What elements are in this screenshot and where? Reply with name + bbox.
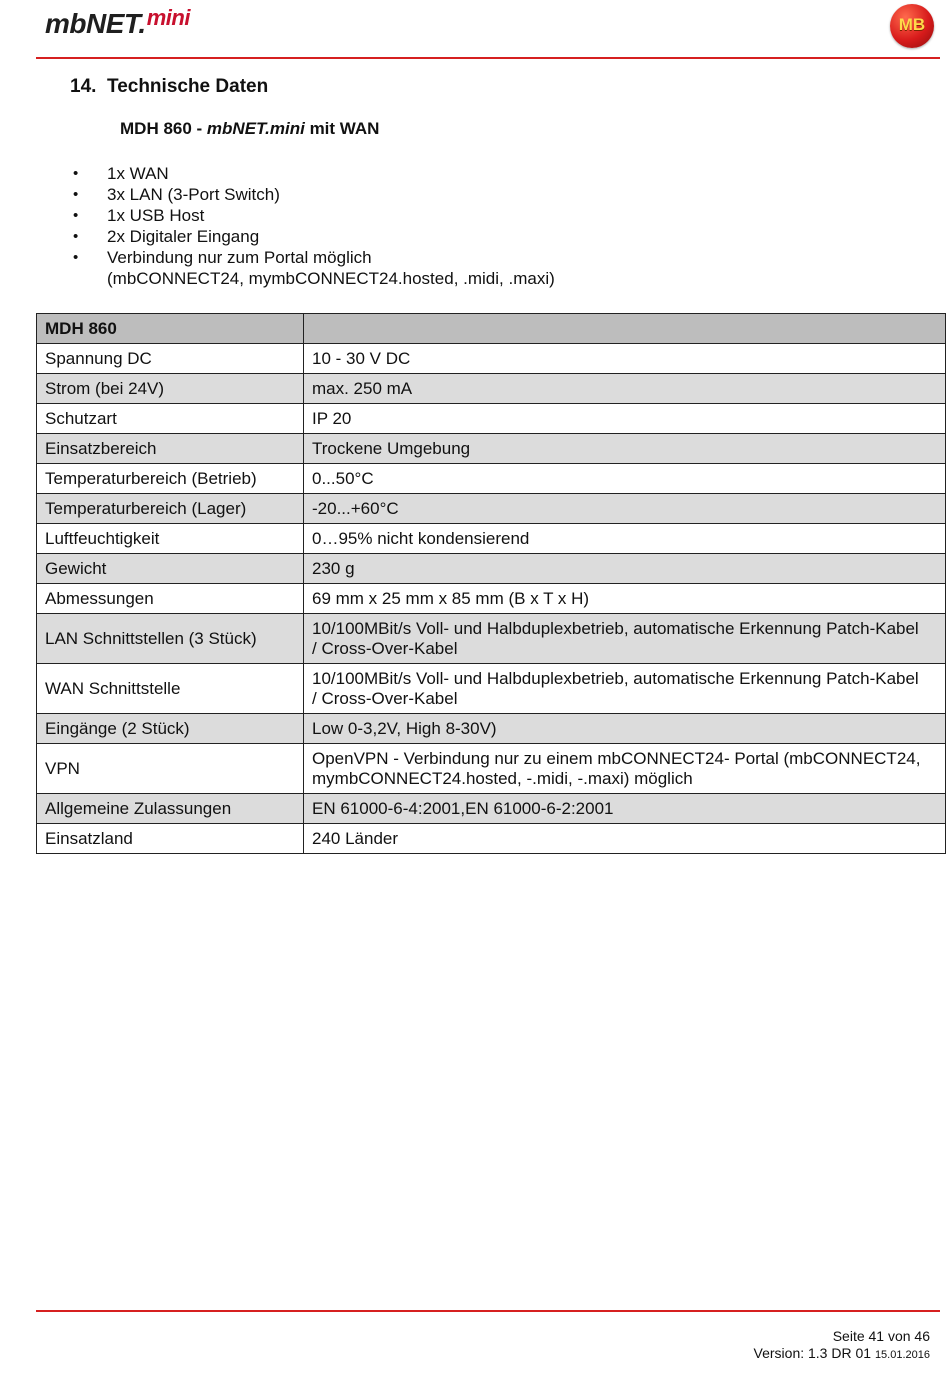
section-number: 14. [70,76,97,97]
badge-text: MB [898,15,926,34]
table-row [37,714,946,744]
logo-main-text: mbNET. [45,8,146,39]
feature-item-line1: Verbindung nur zum Portal möglich [107,248,372,267]
spec-table [36,313,946,854]
row-value-line1: 10/100MBit/s Voll- und Halbduplexbetrieb, automatische Erkennung Patch-Kabel [312,618,919,638]
row-label: Allgemeine Zulassungen [37,794,304,824]
logo-suffix-text: mini [146,5,190,30]
table-row [37,824,946,854]
table-row [37,494,946,524]
footer-divider [36,1310,940,1312]
table-row [37,744,946,794]
version-text: Version: 1.3 DR 01 [753,1345,872,1361]
row-value: 230 g [304,554,946,584]
row-value: max. 250 mA [304,374,946,404]
subtitle-product: mbNET.mini [206,119,305,138]
section-heading [70,76,268,98]
table-row [37,664,946,714]
row-label: Gewicht [37,554,304,584]
row-value-line2: mymbCONNECT24.hosted, -.midi, -.maxi) möglich [312,768,693,788]
row-label: Eingänge (2 Stück) [37,714,304,744]
mb-badge-logo [890,4,934,48]
row-value: 69 mm x 25 mm x 85 mm (B x T x H) [304,584,946,614]
subtitle-prefix: MDH 860 - [120,119,207,138]
row-label: VPN [37,744,304,794]
row-label: Temperaturbereich (Lager) [37,494,304,524]
page-number: Seite 41 von 46 [832,1328,930,1344]
row-value: EN 61000-6-4:2001,EN 61000-6-2:2001 [304,794,946,824]
row-value-line1: 10/100MBit/s Voll- und Halbduplexbetrieb, automatische Erkennung Patch-Kabel [312,668,919,688]
row-label: Einsatzbereich [37,434,304,464]
table-row [37,794,946,824]
row-value: Trockene Umgebung [304,434,946,464]
header-divider [36,57,940,59]
table-row [37,434,946,464]
row-value: 240 Länder [304,824,946,854]
row-value [304,744,946,794]
row-value [304,664,946,714]
version-date: 15.01.2016 [874,1349,930,1361]
row-value-line1: OpenVPN - Verbindung nur zu einem mbCONNECT24- Portal (mbCONNECT24, [312,748,921,768]
feature-item: • 1x USB Host [70,205,555,226]
row-value: 0...50°C [304,464,946,494]
product-subtitle [120,119,379,139]
table-row [37,554,946,584]
row-label: Strom (bei 24V) [37,374,304,404]
table-row [37,584,946,614]
row-label: Luftfeuchtigkeit [37,524,304,554]
row-label: Schutzart [37,404,304,434]
table-row [37,464,946,494]
version-line [754,1345,930,1364]
row-value-line2: / Cross-Over-Kabel [312,688,458,708]
feature-item: • 3x LAN (3-Port Switch) [70,184,555,205]
page-footer [754,1328,930,1364]
row-label: Temperaturbereich (Betrieb) [37,464,304,494]
brand-logo [45,5,190,40]
subtitle-suffix: mit WAN [304,119,380,138]
table-row [37,404,946,434]
row-value: Low 0-3,2V, High 8-30V) [304,714,946,744]
feature-item [70,247,555,289]
table-row [37,614,946,664]
table-row [37,374,946,404]
row-label: Spannung DC [37,344,304,374]
row-value: IP 20 [304,404,946,434]
row-value-line2: / Cross-Over-Kabel [312,638,458,658]
table-row [37,524,946,554]
header-label-cell: MDH 860 [37,314,304,344]
row-label: Abmessungen [37,584,304,614]
row-label: Einsatzland [37,824,304,854]
table-header-row [37,314,946,344]
feature-item: • 2x Digitaler Eingang [70,226,555,247]
row-label: WAN Schnittstelle [37,664,304,714]
header-value-cell [304,314,946,344]
row-value: 0…95% nicht kondensierend [304,524,946,554]
feature-item-line2: (mbCONNECT24, mymbCONNECT24.hosted, .midi, .maxi) [107,269,555,288]
row-value: 10 - 30 V DC [304,344,946,374]
feature-list [70,163,555,289]
feature-item: • 1x WAN [70,163,555,184]
section-title-text: Technische Daten [107,76,269,97]
row-value [304,614,946,664]
row-value: -20...+60°C [304,494,946,524]
row-label: LAN Schnittstellen (3 Stück) [37,614,304,664]
table-row [37,344,946,374]
